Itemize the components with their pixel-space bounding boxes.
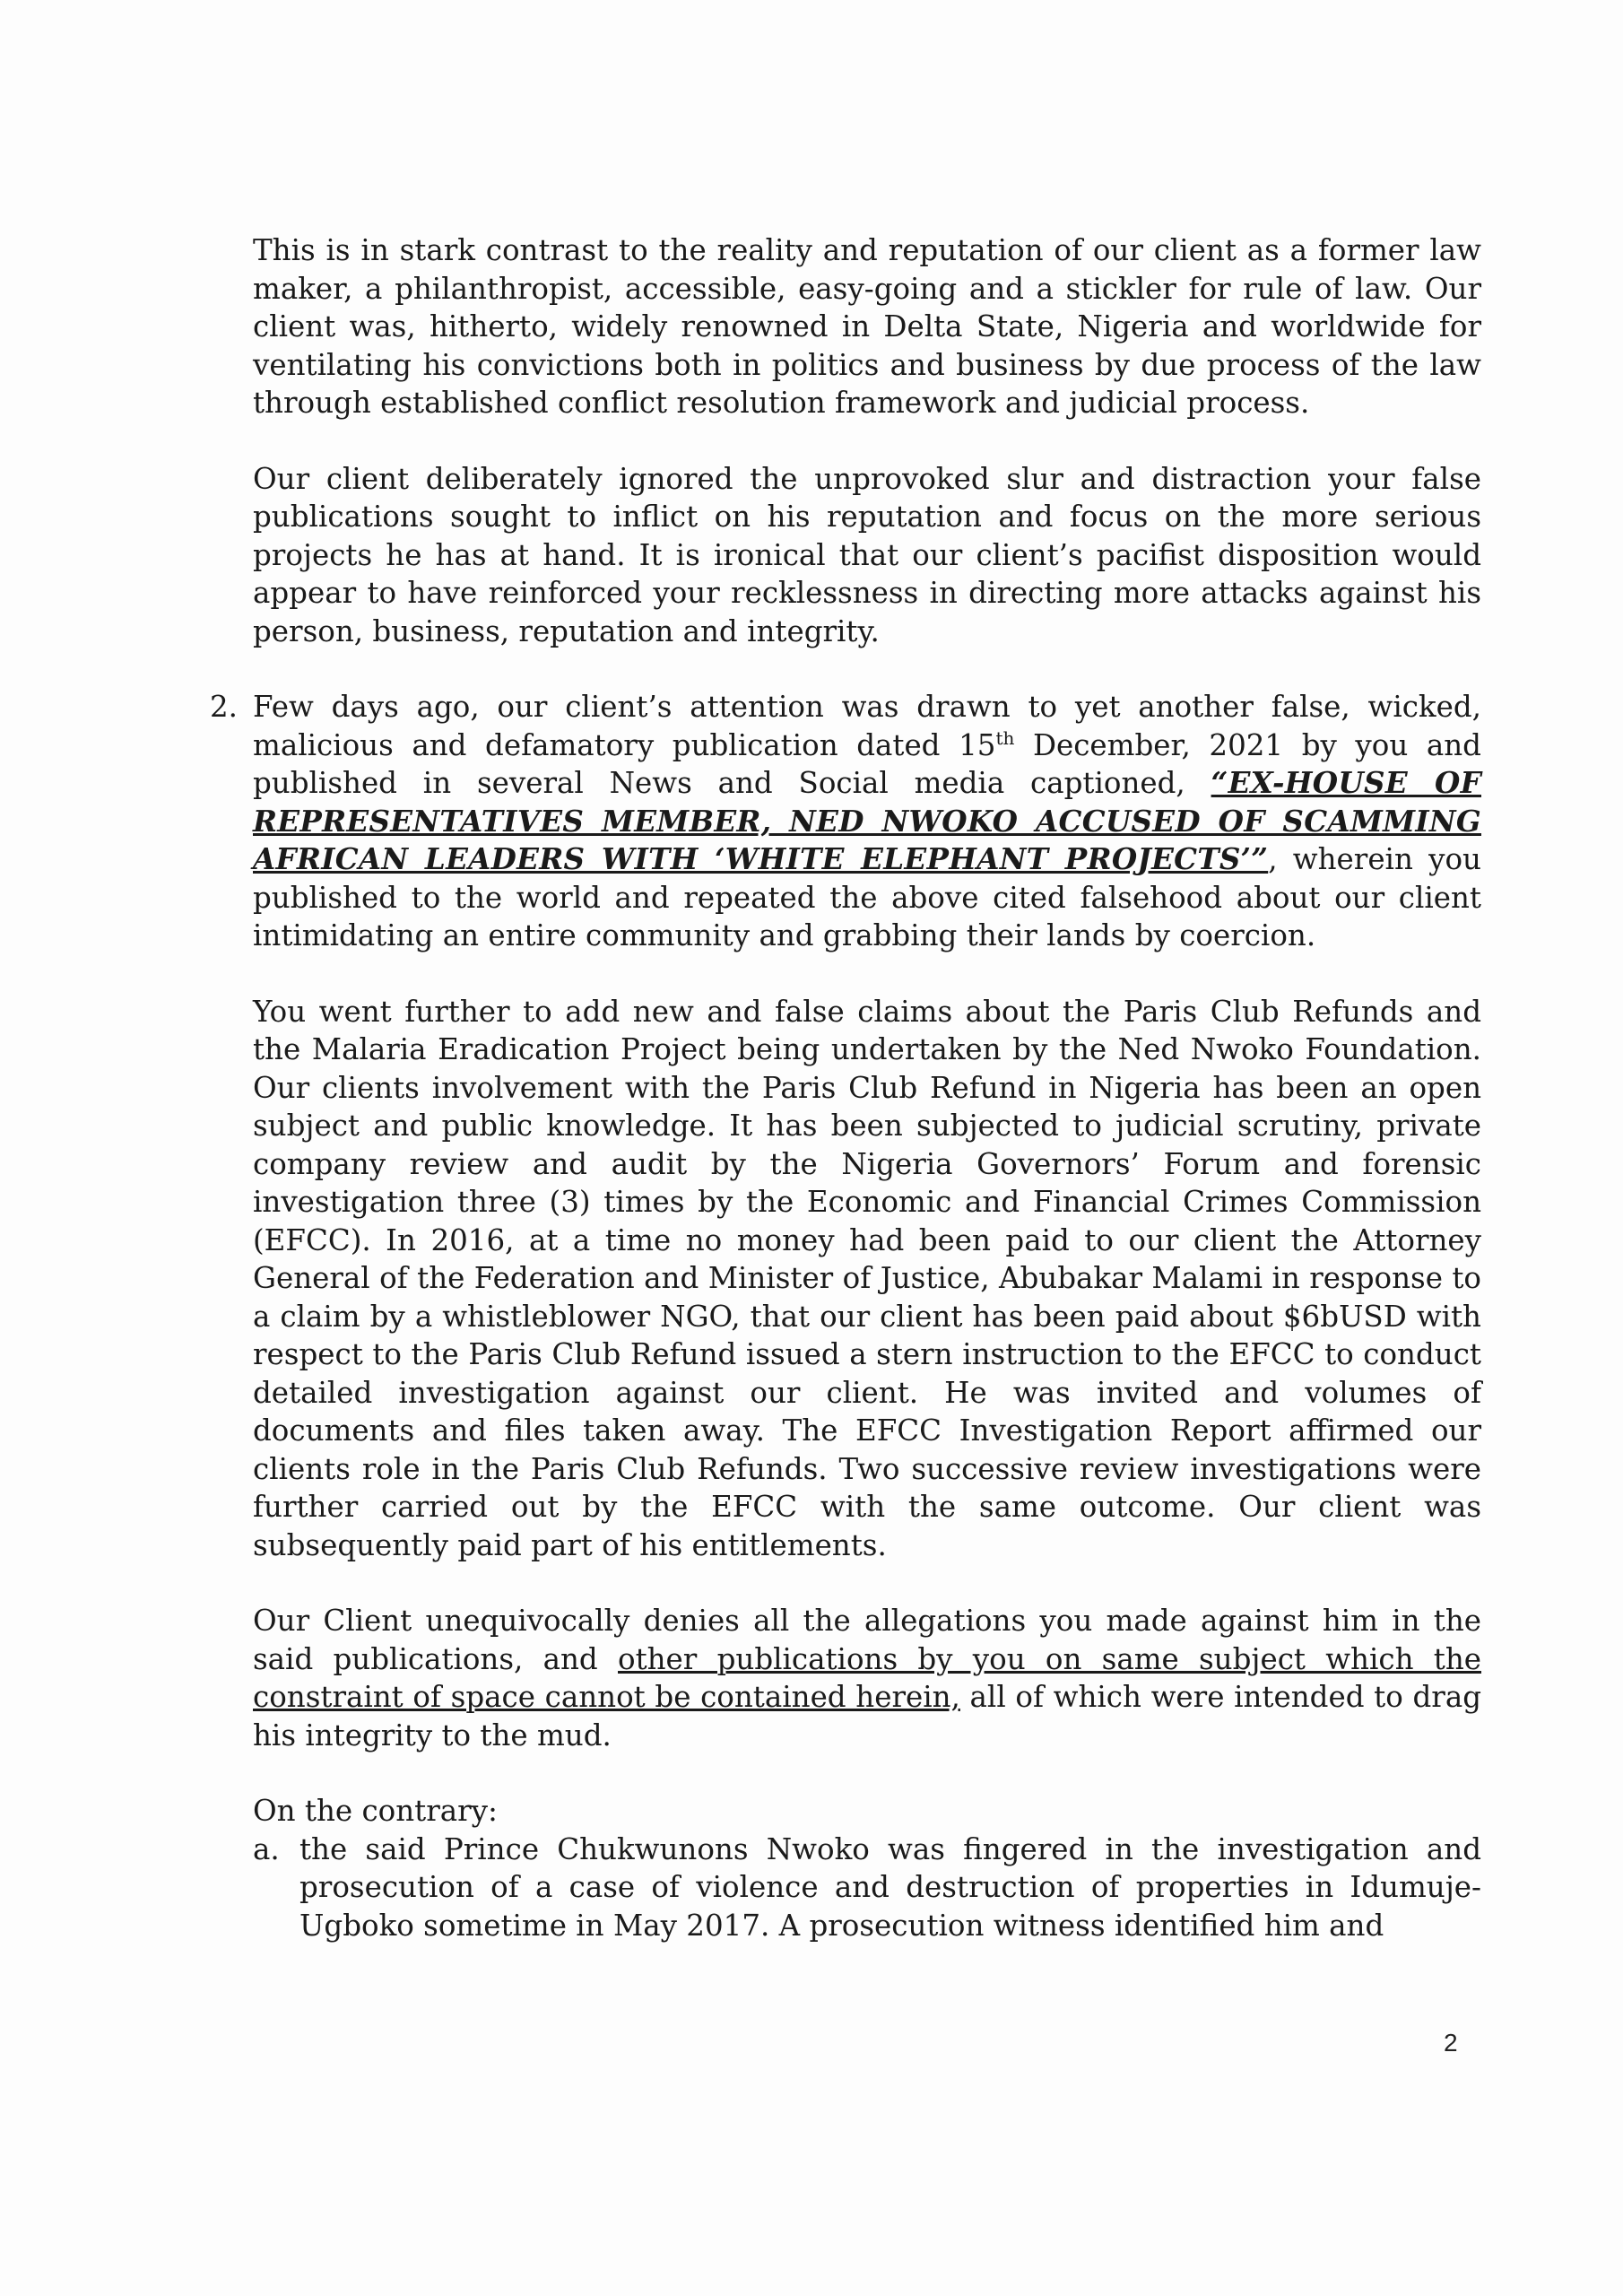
item-2-text-middle: December, 2021 by you and published in several News and Social media captioned, [253, 727, 1481, 800]
paragraph-denial [253, 1602, 1481, 1754]
date-superscript: th [995, 726, 1015, 749]
paragraph-paris-club: You went further to add new and false claims about the Paris Club Refunds and the Malaria Eradication Project being undertaken by the Ned Nwoko Foundation. Our clients involvement with the Paris Club Refund in Nigeria has been an open subject and public knowledge. It has been subjected to judicial scrutiny, private company review and audit by the Nigeria Governors’ Forum and forensic investigation three (3) times by the Economic and Financial Crimes Commission (EFCC). In 2016, at a time no money had been paid to our client the Attorney General of the Federation and Minister of Justice, Abubakar Malami in response to a claim by a whistleblower NGO, that our client has been paid about $6bUSD with respect to the Paris Club Refund issued a stern instruction to the EFCC to conduct detailed investigation against our client. He was invited and volumes of documents and files taken away. The EFCC Investigation Report affirmed our clients role in the Paris Club Refunds. Two successive review investigations were further carried out by the EFCC with the same outcome. Our client was subsequently paid part of his entitlements. [253, 994, 1481, 1562]
contrary-list [253, 1831, 1481, 1945]
item-2-text-start: Few days ago, our client’s attention was drawn to yet another false, wicked, malicious and defamatory publication dated 15 [253, 690, 1481, 762]
item-2-text-end: , wherein you published to the world and repeated the above cited falsehood about our client intimidating an entire community and grabbing their lands by coercion. [253, 842, 1481, 952]
list-item-a [253, 1831, 1481, 1945]
list-item-letter: a. [253, 1831, 280, 1866]
list-item-text: the said Prince Chukwunons Nwoko was fingered in the investigation and prosecution of a case of violence and destruction of properties in Idumuje-Ugboko sometime in May 2017. A prosecution witness identified him and [299, 1831, 1481, 1943]
publication-caption: “EX-HOUSE OF REPRESENTATIVES MEMBER, NED NWOKO ACCUSED OF SCAMMING AFRICAN LEADERS WITH ‘WHITE ELEPHANT PROJECTS’” [253, 765, 1481, 876]
document-body [210, 231, 1481, 1944]
paragraph-reputation: This is in stark contrast to the reality and reputation of our client as a former law maker, a philanthropist, accessible, easy-going and a stickler for rule of law. Our client was, hitherto, widely renowned in Delta State, Nigeria and worldwide for ventilating his convictions both in politics and business by due process of the law through established conflict resolution framework and judicial process. [253, 233, 1481, 420]
page-number: 2 [1444, 2029, 1458, 2057]
item-number: 2. [210, 690, 239, 724]
numbered-item-2 [210, 688, 1481, 955]
contrary-heading: On the contrary: [253, 1794, 498, 1828]
denial-text-end: all of which were intended to drag his integrity to the mud. [253, 1680, 1481, 1752]
paragraph-pacifist-disposition: Our client deliberately ignored the unprovoked slur and distraction your false publications sought to inflict on his reputation and focus on the more serious projects he has at hand. It is ironical that our client’s pacifist disposition would appear to have reinforced your recklessness in directing more attacks against his person, business, reputation and integrity. [253, 461, 1481, 648]
denial-text-start: Our Client unequivocally denies all the allegations you made against him in the said publications, and [253, 1604, 1481, 1676]
paragraph-defamatory-publication [253, 688, 1481, 955]
denial-underlined-text: other publications by you on same subject which the constraint of space cannot be contained herein, [253, 1641, 1481, 1714]
